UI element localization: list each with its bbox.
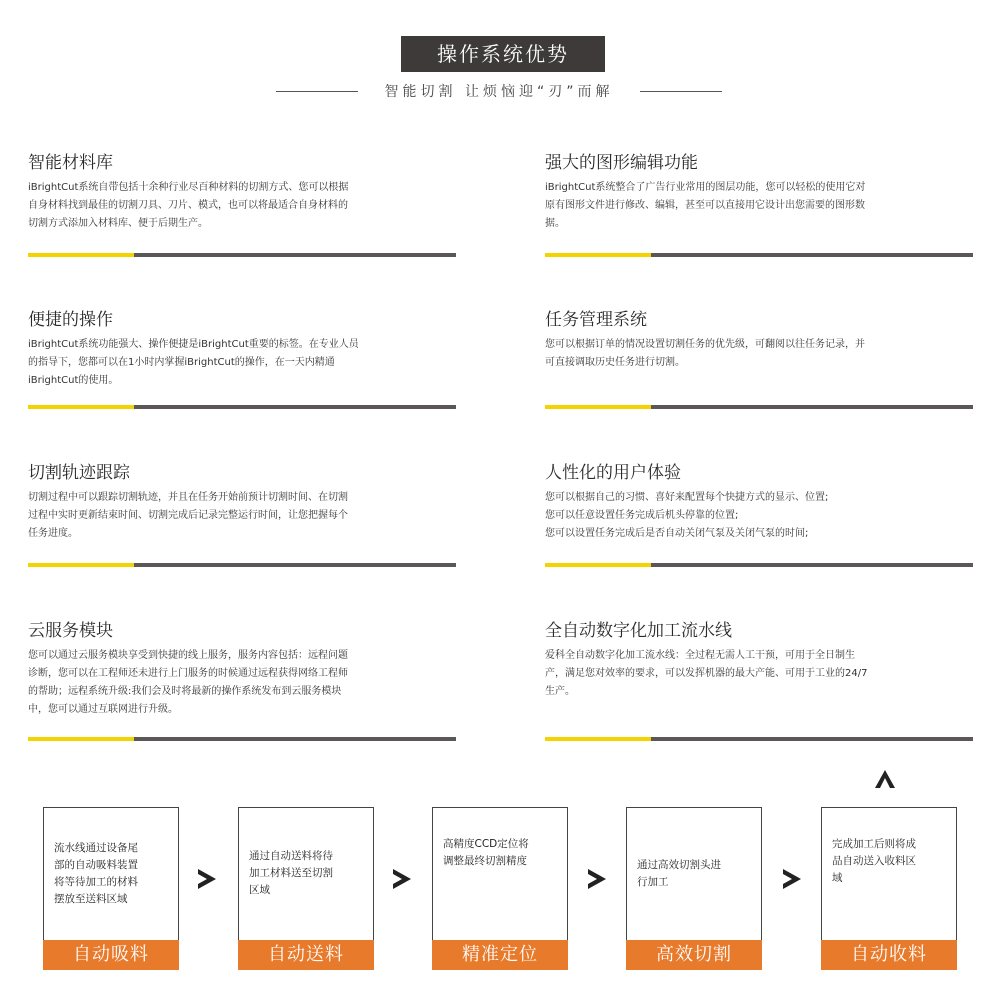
feature-title: 智能材料库 (28, 153, 113, 173)
feature-title: 人性化的用户体验 (545, 463, 681, 483)
feature-easy-operation (28, 308, 456, 390)
feature-line: 据。 (545, 218, 565, 229)
feature-line: 可直接调取历史任务进行切割。 (545, 357, 685, 368)
feature-description (545, 647, 973, 701)
feature-description (545, 179, 973, 233)
step-line: 部的自动吸料装置 (54, 858, 138, 871)
step-line: 摆放至送料区域 (54, 892, 128, 905)
step-description (443, 808, 559, 939)
feature-line: 任务进度。 (28, 528, 78, 539)
step-label: 自动收料 (821, 940, 957, 970)
feature-divider (28, 405, 456, 409)
feature-line: 您可以根据订单的情况设置切割任务的优先级，可翻阅以往任务记录，并 (545, 339, 865, 350)
feature-line: 诊断，您可以在工程师还未进行上门服务的时候通过远程获得网络工程师 (28, 668, 348, 679)
feature-title: 便捷的操作 (28, 310, 113, 330)
feature-task-management (545, 308, 973, 372)
step-line: 区域 (249, 884, 270, 896)
feature-user-experience (545, 461, 973, 543)
feature-title: 全自动数字化加工流水线 (545, 621, 732, 641)
step-line: 域 (832, 872, 843, 884)
feature-line: iBrightCut的使用。 (28, 375, 119, 386)
feature-line: 原有图形文件进行修改、编辑，甚至可以直接用它设计出您需要的图形数 (545, 200, 865, 211)
feature-description (28, 647, 456, 719)
feature-line: 切割过程中可以跟踪切割轨迹，并且在任务开始前预计切割时间、在切割 (28, 492, 348, 503)
step-line: 品自动送入收料区 (832, 855, 916, 867)
step-line: 流水线通过设备尾 (54, 841, 138, 854)
process-step-precise-positioning (432, 807, 568, 970)
feature-line: 自身材料找到最佳的切割刀具、刀片、模式，也可以将最适合自身材料的 (28, 200, 348, 211)
step-description (832, 808, 948, 939)
step-label: 高效切割 (626, 940, 762, 970)
feature-description (28, 489, 456, 543)
step-line: 将等待加工的材料 (54, 875, 138, 888)
step-line: 完成加工后则将成 (832, 838, 916, 850)
feature-line: iBrightCut系统功能强大、操作便捷是iBrightCut重要的标签。在专业人员 (28, 339, 359, 350)
feature-trajectory-tracking (28, 461, 456, 543)
feature-description (28, 336, 456, 390)
step-line: 加工材料送至切割 (249, 867, 333, 879)
feature-description (28, 179, 456, 233)
feature-cloud-service (28, 619, 456, 719)
chevron-right-icon (390, 868, 412, 890)
feature-divider (545, 737, 973, 741)
step-label: 精准定位 (432, 940, 568, 970)
subtitle-left-line (276, 91, 358, 92)
feature-line: 的帮助；远程系统升级:我们会及时将最新的操作系统发布到云服务模块 (28, 686, 342, 697)
feature-material-library (28, 151, 456, 233)
feature-title: 切割轨迹跟踪 (28, 463, 130, 483)
feature-line: 中，您可以通过互联网进行升级。 (28, 704, 178, 715)
process-step-auto-suction (43, 807, 179, 970)
subtitle-right-line (640, 91, 722, 92)
feature-line: 产，满足您对效率的要求，可以发挥机器的最大产能、可用于工业的24/7 (545, 668, 868, 679)
step-line: 调整最终切割精度 (443, 855, 527, 867)
process-step-auto-collection (821, 807, 957, 970)
feature-automated-line (545, 619, 973, 701)
chevron-right-icon (585, 868, 607, 890)
chevron-right-icon (195, 868, 217, 890)
step-label: 自动送料 (238, 940, 374, 970)
process-step-efficient-cutting (626, 807, 762, 970)
step-description (637, 808, 753, 939)
chevron-right-icon (780, 868, 802, 890)
feature-description (545, 336, 973, 372)
feature-divider (28, 737, 456, 741)
feature-line: 过程中实时更新结束时间、切割完成后记录完整运行时间，让您把握每个 (28, 510, 348, 521)
step-line: 通过高效切割头进 (637, 858, 721, 871)
feature-line: 您可以任意设置任务完成后机头停靠的位置; (545, 510, 739, 521)
process-step-auto-feeding (238, 807, 374, 970)
feature-line: iBrightCut系统自带包括十余种行业尽百种材料的切割方式、您可以根据 (28, 182, 349, 193)
feature-divider (28, 253, 456, 257)
feature-line: 生产。 (545, 686, 575, 697)
feature-line: 您可以通过云服务模块享受到快捷的线上服务，服务内容包括：远程问题 (28, 650, 348, 661)
feature-line: iBrightCut系统整合了广告行业常用的图层功能，您可以轻松的使用它对 (545, 182, 866, 193)
feature-line: 的指导下，您都可以在1小时内掌握iBrightCut的操作，在一天内精通 (28, 357, 335, 368)
step-description (54, 808, 170, 939)
feature-line: 您可以根据自己的习惯、喜好来配置每个快捷方式的显示、位置; (545, 492, 829, 503)
feature-divider (545, 563, 973, 567)
page-title: 操作系统优势 (401, 36, 605, 72)
feature-line: 切割方式添加入材料库、便于后期生产。 (28, 218, 208, 229)
step-line: 通过自动送料将待 (249, 850, 333, 862)
feature-divider (28, 563, 456, 567)
feature-title: 云服务模块 (28, 621, 113, 641)
subtitle: 智能切割 让烦恼迎“刃”而解 (384, 84, 614, 100)
chevron-up-icon (873, 766, 897, 790)
feature-title: 任务管理系统 (545, 310, 647, 330)
step-line: 高精度CCD定位将 (443, 838, 529, 850)
feature-line: 爱科全自动数字化加工流水线：全过程无需人工干预，可用于全日制生 (545, 650, 855, 661)
step-label: 自动吸料 (43, 940, 179, 970)
feature-divider (545, 253, 973, 257)
feature-divider (545, 405, 973, 409)
feature-description (545, 489, 973, 543)
feature-title: 强大的图形编辑功能 (545, 153, 698, 173)
feature-line: 您可以设置任务完成后是否自动关闭气泵及关闭气泵的时间; (545, 528, 809, 539)
feature-graphic-editing (545, 151, 973, 233)
subtitle-row (276, 80, 722, 102)
step-line: 行加工 (637, 875, 669, 888)
step-description (249, 808, 365, 939)
